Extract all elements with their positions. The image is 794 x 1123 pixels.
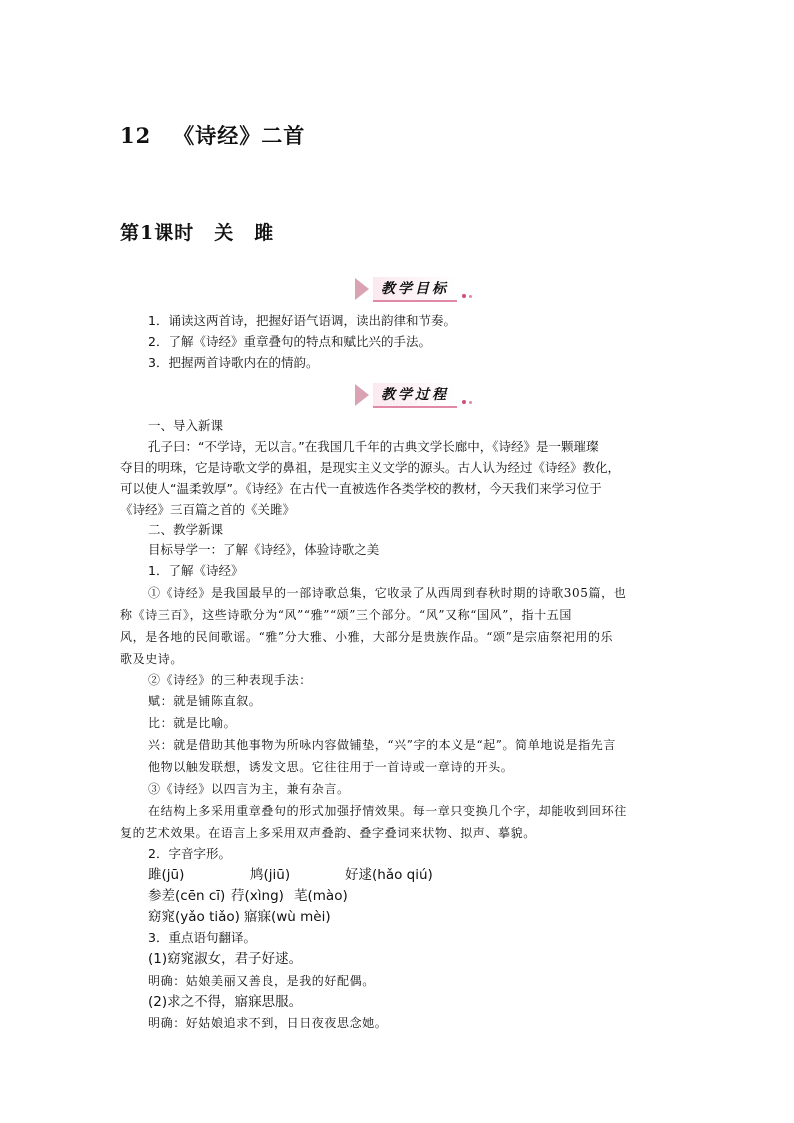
- translation-answer: 明确：姑娘美丽又善良，是我的好配偶。: [148, 974, 375, 988]
- intro-line: 可以使人“温柔敦厚”。《诗经》在古代一直被选作各类学校的教材，今天我们来学习位于: [120, 481, 602, 496]
- paragraph-line: ③《诗经》以四言为主，兼有杂言。: [148, 782, 350, 796]
- item-heading: 3．重点语句翻译。: [148, 930, 256, 945]
- intro-line: 《诗经》三百篇之首的《关雎》: [120, 502, 296, 517]
- pronunciation: 雎(jū): [148, 867, 185, 883]
- banner-dots-icon: [459, 400, 472, 404]
- banner-flag-icon: [355, 278, 369, 300]
- intro-line: 孔子曰：“不学诗，无以言。”在我国几千年的古典文学长廊中，《诗经》是一颗璀璨: [148, 439, 599, 454]
- banner-dots-icon: [459, 294, 472, 298]
- paragraph-line: 称《诗三百》，这些诗歌分为“风”“雅”“颂”三个部分。“风”又称“国风”，指十五国: [120, 608, 572, 622]
- goal-heading: 目标导学一：了解《诗经》，体验诗歌之美: [148, 542, 380, 557]
- pronunciation: 寤寐(wù mèi): [244, 909, 331, 925]
- definition-xing: 兴：就是借助其他事物为所咏内容做铺垫，“兴”字的本义是“起”。简单地说是指先言: [148, 738, 616, 752]
- intro-line: 夺目的明珠，它是诗歌文学的鼻祖，是现实主义文学的源头。古人认为经过《诗经》教化，: [120, 460, 621, 475]
- lesson-name: 《诗经》二首: [173, 123, 306, 148]
- pronunciation: 芼(mào): [294, 888, 348, 904]
- paragraph-line: ①《诗经》是我国最早的一部诗歌总集，它收录了从西周到春秋时期的诗歌305篇，也: [148, 586, 627, 600]
- process-label: 教学过程: [373, 383, 457, 408]
- pronunciation: 鸠(jiū): [250, 867, 291, 883]
- section-heading: 一、导入新课: [148, 418, 224, 433]
- objective-item: 3．把握两首诗歌内在的情韵。: [148, 355, 319, 370]
- translation-answer: 明确：好姑娘追求不到，日日夜夜思念她。: [148, 1016, 388, 1030]
- definition-fu: 赋：就是铺陈直叙。: [148, 694, 262, 708]
- objective-item: 2．了解《诗经》重章叠句的特点和赋比兴的手法。: [148, 334, 431, 349]
- paragraph-line: 复的艺术效果。在语言上多采用双声叠韵、叠字叠词来状物、拟声、摹貌。: [120, 826, 536, 840]
- paragraph-line: 风，是各地的民间歌谣。“雅”分大雅、小雅，大部分是贵族作品。“颂”是宗庙祭祀用的乐: [120, 630, 614, 644]
- banner-flag-icon: [355, 384, 369, 406]
- translation-question: (2)求之不得，寤寐思服。: [148, 994, 303, 1010]
- paragraph-line: ②《诗经》的三种表现手法：: [148, 673, 312, 687]
- definition-bi: 比：就是比喻。: [148, 716, 237, 730]
- objectives-label: 教学目标: [373, 277, 457, 302]
- lesson-number: 12: [120, 123, 152, 148]
- item-heading: 1．了解《诗经》: [148, 563, 244, 578]
- objective-item: 1．诵读这两首诗，把握好语气语调，读出韵律和节奏。: [148, 313, 456, 328]
- pronunciation: 荇(xìng): [231, 888, 284, 904]
- item-heading: 2．字音字形。: [148, 846, 231, 861]
- period-title: 第1课时 关 雎: [120, 222, 275, 244]
- lesson-title: [120, 120, 305, 150]
- pronunciation: 窈窕(yǎo tiǎo): [148, 909, 240, 925]
- objectives-banner: [355, 278, 472, 300]
- paragraph-line: 在结构上多采用重章叠句的形式加强抒情效果。每一章只变换几个字，却能收到回环往: [148, 804, 627, 818]
- definition-xing: 他物以触发联想，诱发文思。它往往用于一首诗或一章诗的开头。: [148, 760, 514, 774]
- paragraph-line: 歌及史诗。: [120, 652, 184, 666]
- section-heading: 二、教学新课: [148, 522, 224, 537]
- pronunciation: 参差(cēn cī): [148, 888, 226, 904]
- translation-question: (1)窈窕淑女，君子好逑。: [148, 951, 303, 967]
- process-banner: [355, 384, 472, 406]
- pronunciation: 好逑(hǎo qiú): [345, 867, 433, 883]
